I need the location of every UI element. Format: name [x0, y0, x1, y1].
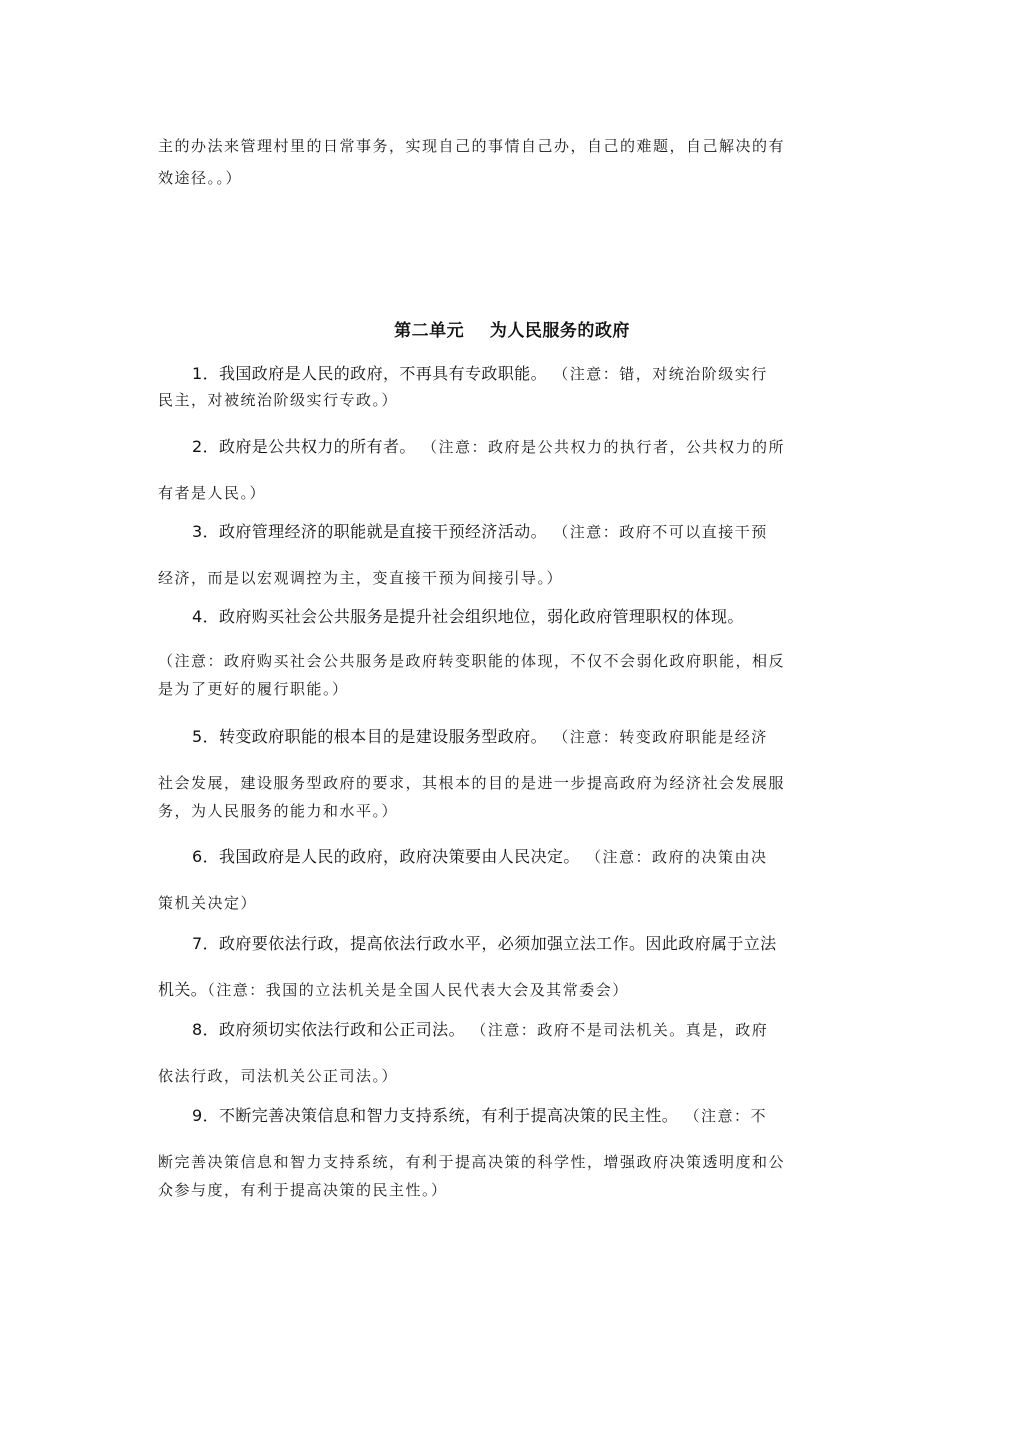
item-6-note: （注意：政府的决策由决: [579, 848, 768, 866]
item-2: [158, 437, 870, 503]
item-4-note: （注意：政府购买社会公共服务是政府转变职能的体现，不仅不会弱化政府职能，相反: [158, 652, 786, 670]
item-2-statement: 2．政府是公共权力的所有者。: [192, 437, 416, 456]
item-7: [158, 934, 870, 1000]
item-6: [158, 847, 870, 913]
item-8-statement: 8．政府须切实依法行政和公正司法。: [192, 1020, 465, 1039]
item-5-statement: 5．转变政府职能的根本目的是建设服务型政府。: [192, 727, 547, 746]
item-4: [158, 607, 870, 699]
item-3: [158, 522, 870, 588]
item-9-note-cont-2: 众参与度，有利于提高决策的民主性。）: [158, 1181, 448, 1199]
intro-line-1: 主的办法来管理村里的日常事务，实现自己的事情自己办，自己的难题，自己解决的有: [158, 137, 786, 155]
item-9: [158, 1106, 870, 1200]
item-1-note-cont: 民主，对被统治阶级实行专政。）: [158, 391, 399, 409]
item-3-note-cont: 经济，而是以宏观调控为主，变直接干预为间接引导。）: [158, 569, 564, 587]
item-8: [158, 1020, 870, 1086]
item-5-note: （注意：转变政府职能是经济: [546, 728, 768, 746]
item-9-statement: 9．不断完善决策信息和智力支持系统，有利于提高决策的民主性。: [192, 1106, 679, 1125]
item-7-statement-cont: 机关。: [158, 980, 208, 999]
item-5-note-cont-1: 社会发展，建设服务型政府的要求，其根本的目的是进一步提高政府为经济社会发展服: [158, 774, 786, 792]
item-6-statement: 6．我国政府是人民的政府，政府决策要由人民决定。: [192, 847, 580, 866]
item-3-note: （注意：政府不可以直接干预: [546, 523, 768, 541]
item-4-note-cont: 是为了更好的履行职能。）: [158, 680, 349, 698]
intro-line-2: 效途径。。）: [158, 169, 243, 187]
item-3-statement: 3．政府管理经济的职能就是直接干预经济活动。: [192, 522, 547, 541]
item-2-note-cont: 有者是人民。）: [158, 484, 267, 502]
item-1-note: （注意：错，对统治阶级实行: [546, 365, 768, 383]
item-7-statement: 7．政府要依法行政，提高依法行政水平，必须加强立法工作。因此政府属于立法: [192, 934, 777, 953]
item-9-note: （注意：不: [678, 1107, 767, 1125]
item-1: [158, 364, 870, 410]
item-5: [158, 727, 870, 821]
item-1-statement: 1．我国政府是人民的政府，不再具有专政职能。: [192, 364, 547, 383]
unit-title: 第二单元 为人民服务的政府: [394, 321, 630, 341]
item-4-statement: 4．政府购买社会公共服务是提升社会组织地位，弱化政府管理职权的体现。: [192, 607, 744, 626]
item-9-note-cont-1: 断完善决策信息和智力支持系统，有利于提高决策的科学性，增强政府决策透明度和公: [158, 1153, 786, 1171]
item-2-note: （注意：政府是公共权力的执行者，公共权力的所: [415, 438, 786, 456]
item-5-note-cont-2: 务，为人民服务的能力和水平。）: [158, 802, 399, 820]
item-7-note: （注意：我国的立法机关是全国人民代表大会及其常委会）: [207, 981, 629, 999]
intro-paragraph: [158, 136, 870, 188]
item-8-note-cont: 依法行政，司法机关公正司法。）: [158, 1067, 399, 1085]
item-6-note-cont: 策机关决定）: [158, 894, 258, 912]
item-8-note: （注意：政府不是司法机关。真是，政府: [464, 1021, 769, 1039]
